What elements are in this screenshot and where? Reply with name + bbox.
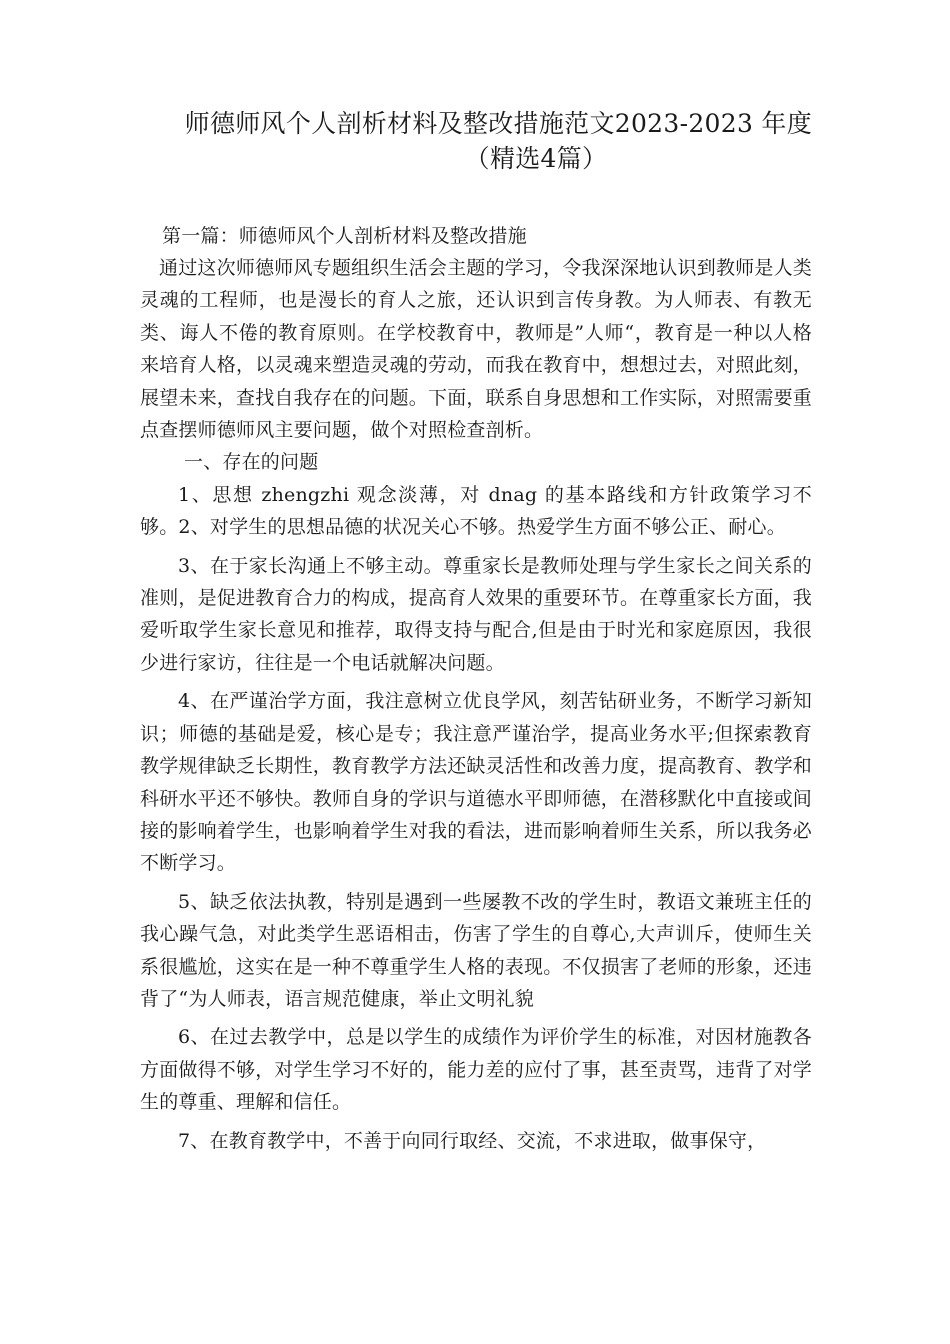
problem-paragraph: 3、在于家长沟通上不够主动。尊重家长是教师处理与学生家长之间关系的准则，是促进教育合力的构成，提高育人效果的重要环节。在尊重家长方面，我爱听取学生家长意见和推荐，取得支持与配合,但是由于时光和家庭原因，我很少进行家访，往往是一个电话就解决问题。	[140, 554, 813, 674]
title-line-1: 师德师风个人剖析材料及整改措施范文2023-2023 年度	[184, 109, 812, 138]
problem-paragraph: 4、在严谨治学方面，我注意树立优良学风，刻苦钻研业务，不断学习新知识；师德的基础是爱，核心是专；我注意严谨治学，提高业务水平;但探索教育教学规律缺乏长期性，教育教学方法还缺灵活性和改善力度，提高教育、教学和科研水平还不够快。教师自身的学识与道德水平即师德，在潜移默化中直接或间接的影响着学生，也影响着学生对我的看法，进而影响着师生关系，所以我务必不断学习。	[140, 690, 813, 875]
title-line-2: （精选4篇）	[464, 144, 608, 173]
document-body	[140, 220, 812, 1157]
problem-paragraph: 6、在过去教学中，总是以学生的成绩作为评价学生的标准，对因材施教各方面做得不够，对学生学习不好的，能力差的应付了事，甚至责骂，违背了对学生的尊重、理解和信任。	[140, 1026, 813, 1114]
problem-paragraph: 1、思想 zhengzhi 观念淡薄，对 dnag 的基本路线和方针政策学习不够。2、对学生的思想品德的状况关心不够。热爱学生方面不够公正、耐心。	[140, 483, 812, 539]
problems-heading: 一、存在的问题	[184, 451, 319, 474]
problem-paragraph: 5、缺乏依法执教，特别是遇到一些屡教不改的学生时，教语文兼班主任的我心躁气急，对此类学生恶语相击，伤害了学生的自尊心,大声训斥，使师生关系很尴尬，这实在是一种不尊重学生人格的表现。不仅损害了老师的形象，还违背了“为人师表，语言规范健康，举止文明礼貌	[140, 890, 813, 1010]
document-title	[140, 106, 812, 176]
problem-paragraph: 7、在教育教学中，不善于向同行取经、交流，不求进取，做事保守，	[178, 1129, 767, 1152]
intro-paragraph: 通过这次师德师风专题组织生活会主题的学习，令我深深地认识到教师是人类灵魂的工程师，也是漫长的育人之旅，还认识到言传身教。为人师表、有教无类、诲人不倦的教育原则。在学校教育中，教师是”人师“，教育是一种以人格来培育人格，以灵魂来塑造灵魂的劳动，而我在教育中，想想过去，对照此刻，展望未来，查找自我存在的问题。下面，联系自身思想和工作实际，对照需要重点查摆师德师风主要问题，做个对照检查剖析。	[140, 257, 813, 442]
section-heading: 第一篇：师德师风个人剖析材料及整改措施	[162, 225, 527, 247]
